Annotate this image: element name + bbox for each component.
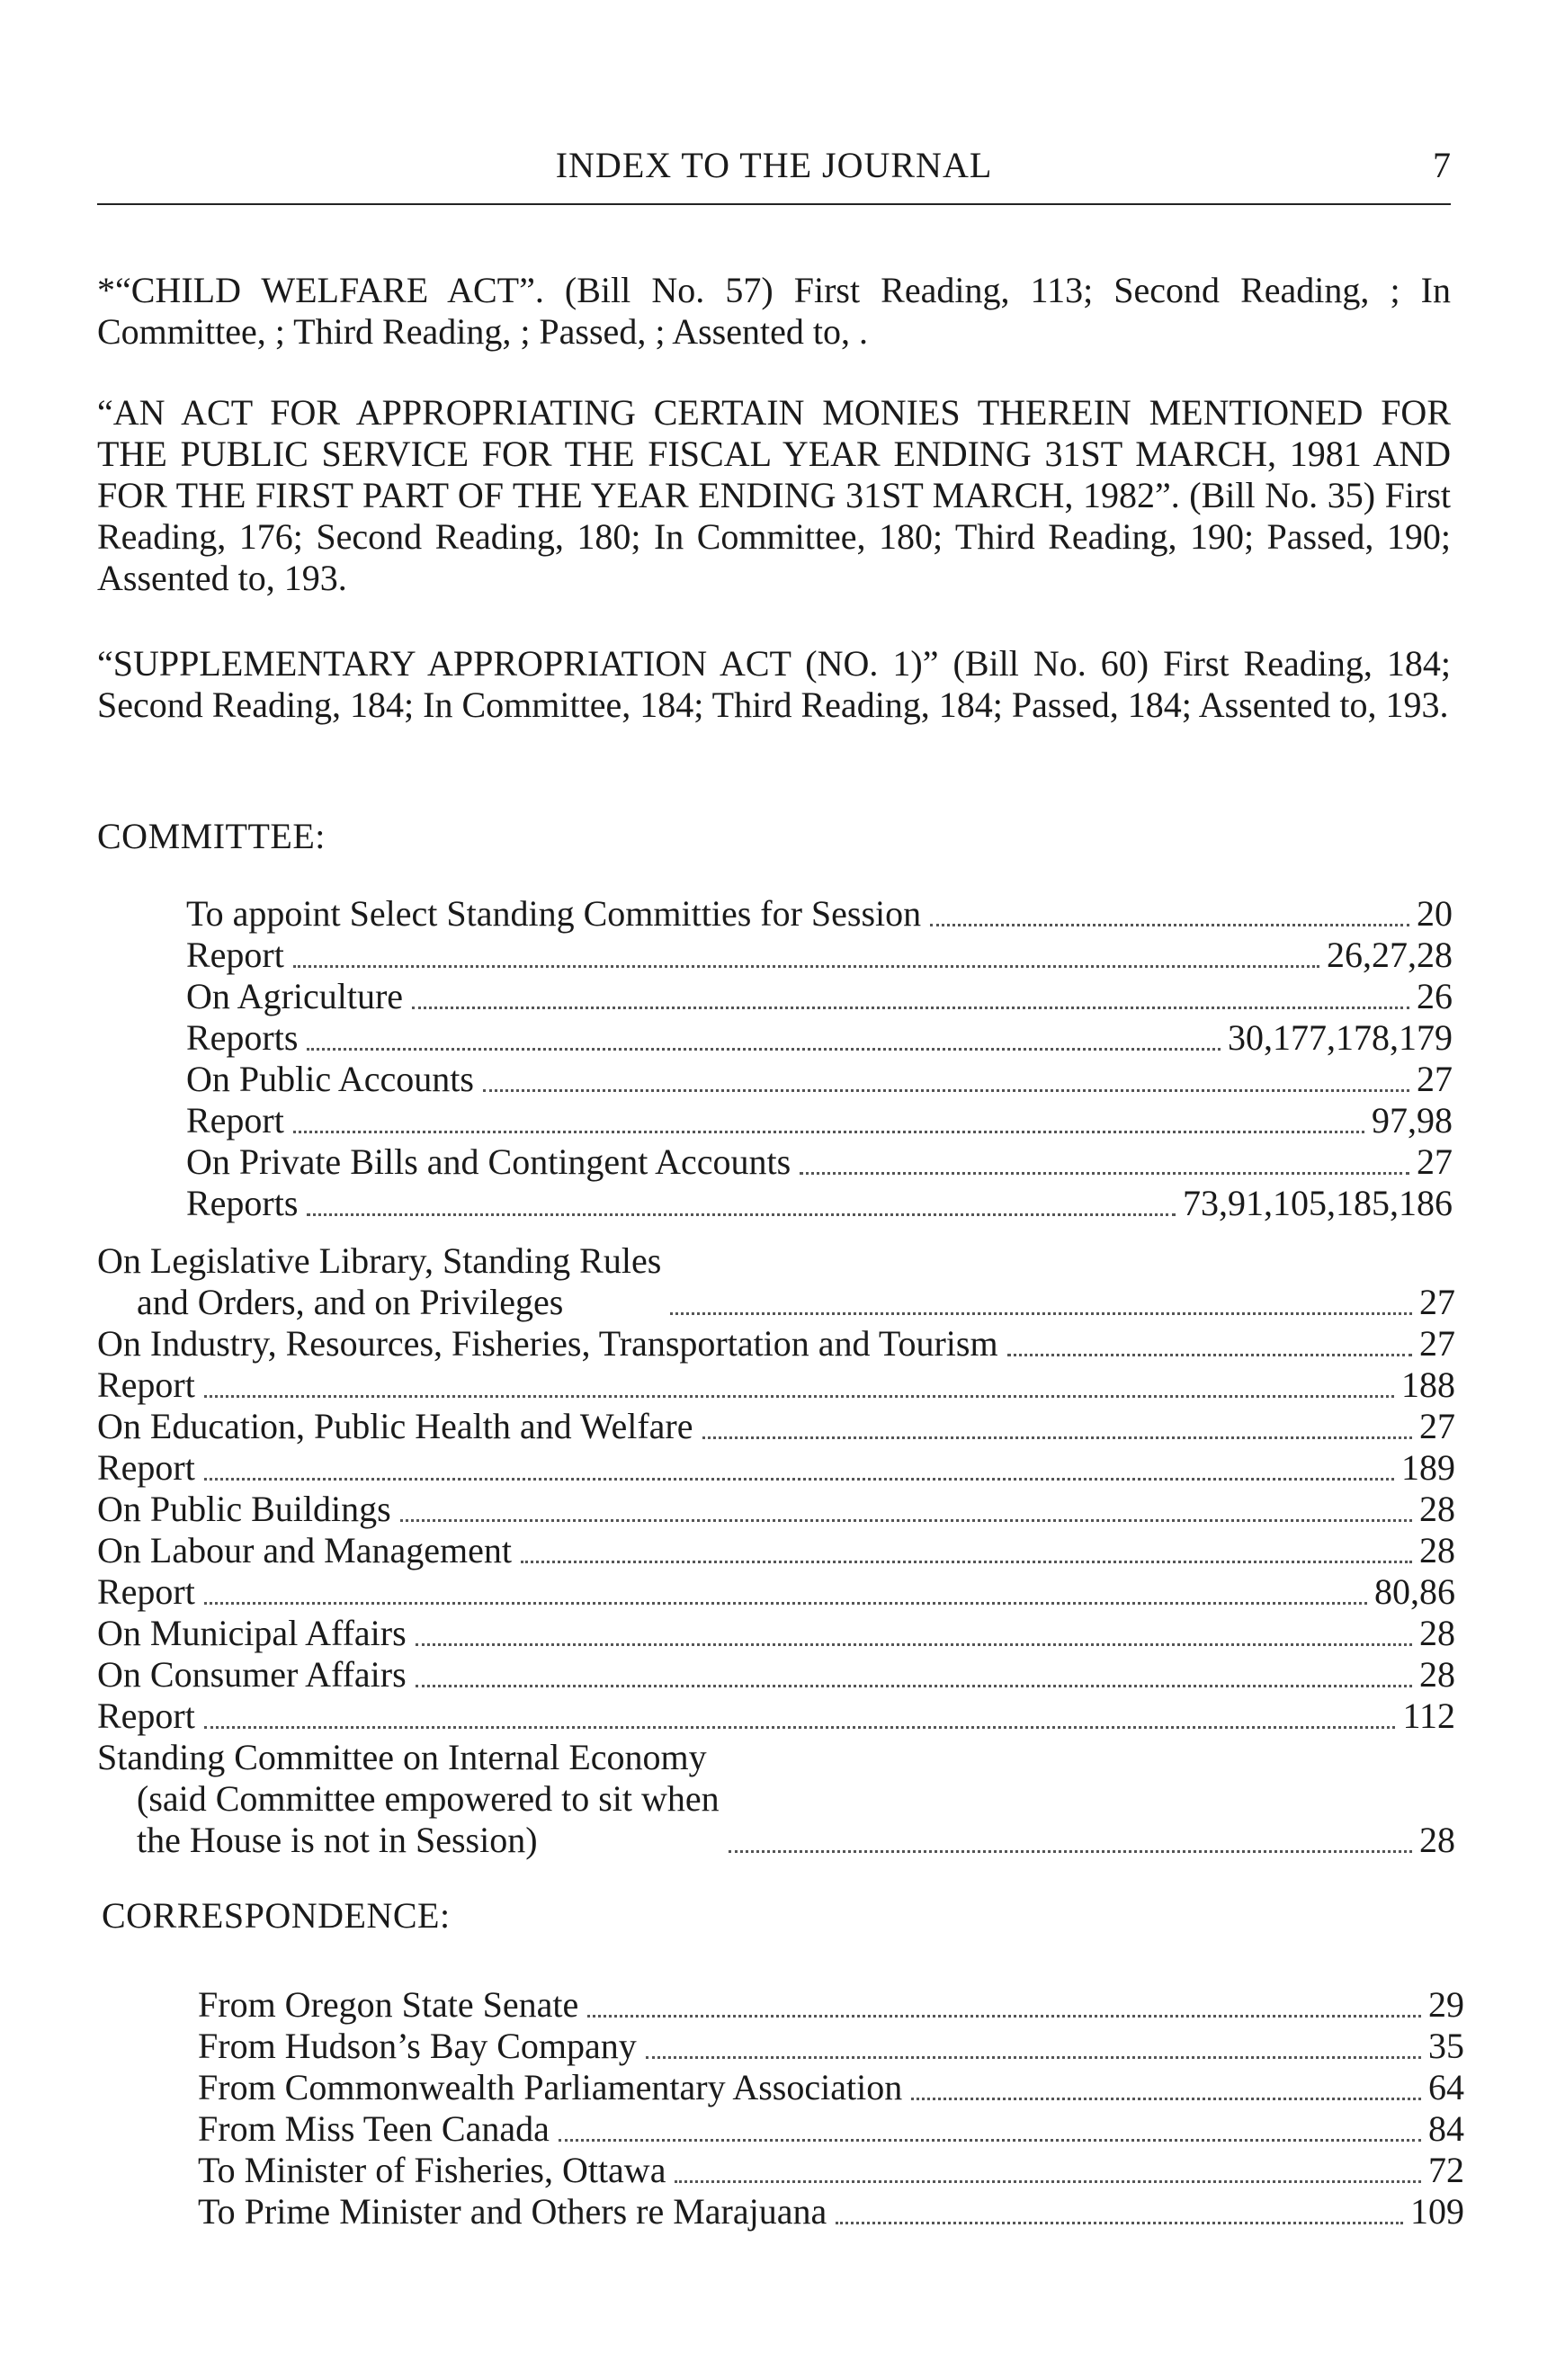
- entry-pages: 72: [1428, 2150, 1464, 2190]
- dot-leader: [559, 2139, 1421, 2142]
- entry-pages: 27: [1417, 1141, 1453, 1182]
- entry-title: To Minister of Fisheries, Ottawa: [198, 2150, 666, 2190]
- dot-leader: [930, 924, 1409, 926]
- entry-title: On Public Accounts: [186, 1059, 474, 1099]
- entry-title: [97, 1737, 720, 1861]
- entry-pages: 26: [1417, 976, 1453, 1016]
- entry-pages: 189: [1401, 1447, 1455, 1488]
- dot-leader: [521, 1561, 1412, 1563]
- entry-title: On Agriculture: [186, 976, 404, 1016]
- entry-pages: 29: [1428, 1984, 1464, 2025]
- entry-pages: 28: [1419, 1530, 1455, 1570]
- entry-pages: 27: [1419, 1282, 1455, 1322]
- entry-pages: 28: [1419, 1654, 1455, 1695]
- dot-leader: [483, 1089, 1409, 1092]
- dot-leader: [702, 1436, 1413, 1439]
- dot-leader: [670, 1312, 1412, 1315]
- entry-title-line: (said Committee empowered to sit when: [137, 1778, 720, 1819]
- entry-title: From Oregon State Senate: [198, 1984, 579, 2025]
- entry-title: Report: [97, 1447, 195, 1488]
- dot-leader: [416, 1643, 1412, 1646]
- child-welfare-act-entry: *“CHILD WELFARE ACT”. (Bill No. 57) First Reading, 113; Second Reading, ; In Committee, ; Third Reading, ; Passed, ; Assented to, .: [97, 270, 1451, 352]
- entry-title: Reports: [186, 1183, 299, 1223]
- entry-pages: 30,177,178,179: [1228, 1017, 1453, 1058]
- dot-leader: [307, 1213, 1176, 1216]
- entry-pages: 109: [1410, 2191, 1464, 2232]
- list-item: [186, 1141, 1453, 1183]
- dot-leader: [416, 1685, 1412, 1687]
- entry-title: Reports: [186, 1017, 299, 1058]
- list-item: [198, 2150, 1464, 2191]
- entry-title-line: the House is not in Session): [137, 1820, 538, 1860]
- list-item: [198, 2067, 1464, 2108]
- dot-leader: [836, 2222, 1403, 2224]
- committee-select-list: [186, 893, 1453, 1224]
- list-item: [186, 1183, 1453, 1224]
- entry-title: From Commonwealth Parliamentary Association: [198, 2067, 903, 2107]
- entry-title-line: Standing Committee on Internal Economy: [97, 1737, 707, 1777]
- entry-title-line: On Legislative Library, Standing Rules: [97, 1240, 662, 1281]
- list-item: [97, 1489, 1455, 1530]
- list-item: [186, 893, 1453, 935]
- list-item: [186, 976, 1453, 1017]
- dot-leader: [646, 2056, 1421, 2059]
- list-item: [97, 1737, 1455, 1861]
- list-item: [198, 2026, 1464, 2067]
- entry-title: To appoint Select Standing Committies for Session: [186, 893, 922, 934]
- entry-pages: 28: [1419, 1820, 1455, 1860]
- entry-pages: 84: [1428, 2108, 1464, 2149]
- header-title: INDEX TO THE JOURNAL: [555, 145, 993, 185]
- page-number: 7: [1433, 145, 1451, 185]
- entry-title: Report: [186, 935, 284, 975]
- entry-title: On Education, Public Health and Welfare: [97, 1406, 693, 1446]
- list-item: [97, 1240, 1455, 1323]
- entry-pages: 26,27,28: [1327, 935, 1453, 975]
- list-item: [198, 1984, 1464, 2026]
- entry-title: On Private Bills and Contingent Accounts: [186, 1141, 791, 1182]
- dot-leader: [587, 2015, 1421, 2018]
- committee-standing-list: [97, 1240, 1455, 1861]
- correspondence-list: [198, 1984, 1464, 2232]
- entry-title: Report: [97, 1571, 195, 1612]
- dot-leader: [204, 1726, 1396, 1729]
- list-item: [198, 2191, 1464, 2232]
- entry-title: Report: [97, 1696, 195, 1736]
- list-item: [97, 1447, 1455, 1489]
- dot-leader: [412, 1007, 1409, 1009]
- dot-leader: [729, 1850, 1412, 1853]
- dot-leader: [307, 1048, 1221, 1051]
- dot-leader: [204, 1602, 1367, 1605]
- entry-title: On Industry, Resources, Fisheries, Transportation and Tourism: [97, 1323, 998, 1364]
- entry-pages: 188: [1401, 1364, 1455, 1405]
- entry-title: Report: [186, 1100, 284, 1141]
- list-item: [97, 1571, 1455, 1613]
- entry-pages: 73,91,105,185,186: [1183, 1183, 1453, 1223]
- entry-pages: 64: [1428, 2067, 1464, 2107]
- entry-pages: 27: [1419, 1406, 1455, 1446]
- list-item: [97, 1613, 1455, 1654]
- dot-leader: [293, 965, 1319, 968]
- entry-pages: 80,86: [1374, 1571, 1455, 1612]
- dot-leader: [293, 1131, 1364, 1133]
- list-item: [97, 1364, 1455, 1406]
- entry-title-line: and Orders, and on Privileges: [137, 1282, 564, 1322]
- dot-leader: [204, 1478, 1394, 1481]
- entry-pages: 35: [1428, 2026, 1464, 2066]
- entry-title: Report: [97, 1364, 195, 1405]
- list-item: [198, 2108, 1464, 2150]
- entry-pages: 112: [1402, 1696, 1455, 1736]
- list-item: [97, 1654, 1455, 1696]
- entry-title: [97, 1240, 661, 1323]
- list-item: [186, 935, 1453, 976]
- appropriation-act-entry: “AN ACT FOR APPROPRIATING CERTAIN MONIES THEREIN MENTIONED FOR THE PUBLIC SERVICE FOR THE FISCAL YEAR ENDING 31ST MARCH, 1981 AND FOR THE FIRST PART OF THE YEAR ENDING 31ST MARCH, 1982”. (Bill No. 35) First Reading, 176; Second Reading, 180; In Committee, 180; Third Reading, 190; Passed, 190; Assented to, 193.: [97, 392, 1451, 598]
- correspondence-heading: CORRESPONDENCE:: [102, 1895, 451, 1936]
- entry-title: On Public Buildings: [97, 1489, 391, 1529]
- entry-pages: 28: [1419, 1613, 1455, 1653]
- supplementary-appropriation-entry: “SUPPLEMENTARY APPROPRIATION ACT (NO. 1)” (Bill No. 60) First Reading, 184; Second Reading, 184; In Committee, 184; Third Reading, 184; Passed, 184; Assented to, 193.: [97, 643, 1451, 725]
- dot-leader: [1007, 1354, 1412, 1356]
- entry-title: From Hudson’s Bay Company: [198, 2026, 637, 2066]
- entry-pages: 28: [1419, 1489, 1455, 1529]
- dot-leader: [800, 1172, 1409, 1175]
- list-item: [97, 1696, 1455, 1737]
- list-item: [97, 1406, 1455, 1447]
- entry-title: From Miss Teen Canada: [198, 2108, 550, 2149]
- header-rule: [97, 203, 1451, 205]
- list-item: [186, 1017, 1453, 1059]
- dot-leader: [911, 2098, 1421, 2100]
- list-item: [97, 1530, 1455, 1571]
- entry-pages: 97,98: [1372, 1100, 1453, 1141]
- entry-title: On Consumer Affairs: [97, 1654, 407, 1695]
- entry-pages: 27: [1419, 1323, 1455, 1364]
- committee-heading: COMMITTEE:: [97, 816, 326, 856]
- dot-leader: [675, 2180, 1421, 2183]
- entry-title: To Prime Minister and Others re Marajuana: [198, 2191, 827, 2232]
- dot-leader: [400, 1519, 1412, 1522]
- list-item: [97, 1323, 1455, 1364]
- dot-leader: [204, 1395, 1394, 1398]
- entry-title: On Labour and Management: [97, 1530, 512, 1570]
- list-item: [186, 1100, 1453, 1141]
- list-item: [186, 1059, 1453, 1100]
- entry-pages: 20: [1417, 893, 1453, 934]
- page-header: [97, 144, 1451, 198]
- entry-title: On Municipal Affairs: [97, 1613, 407, 1653]
- entry-pages: 27: [1417, 1059, 1453, 1099]
